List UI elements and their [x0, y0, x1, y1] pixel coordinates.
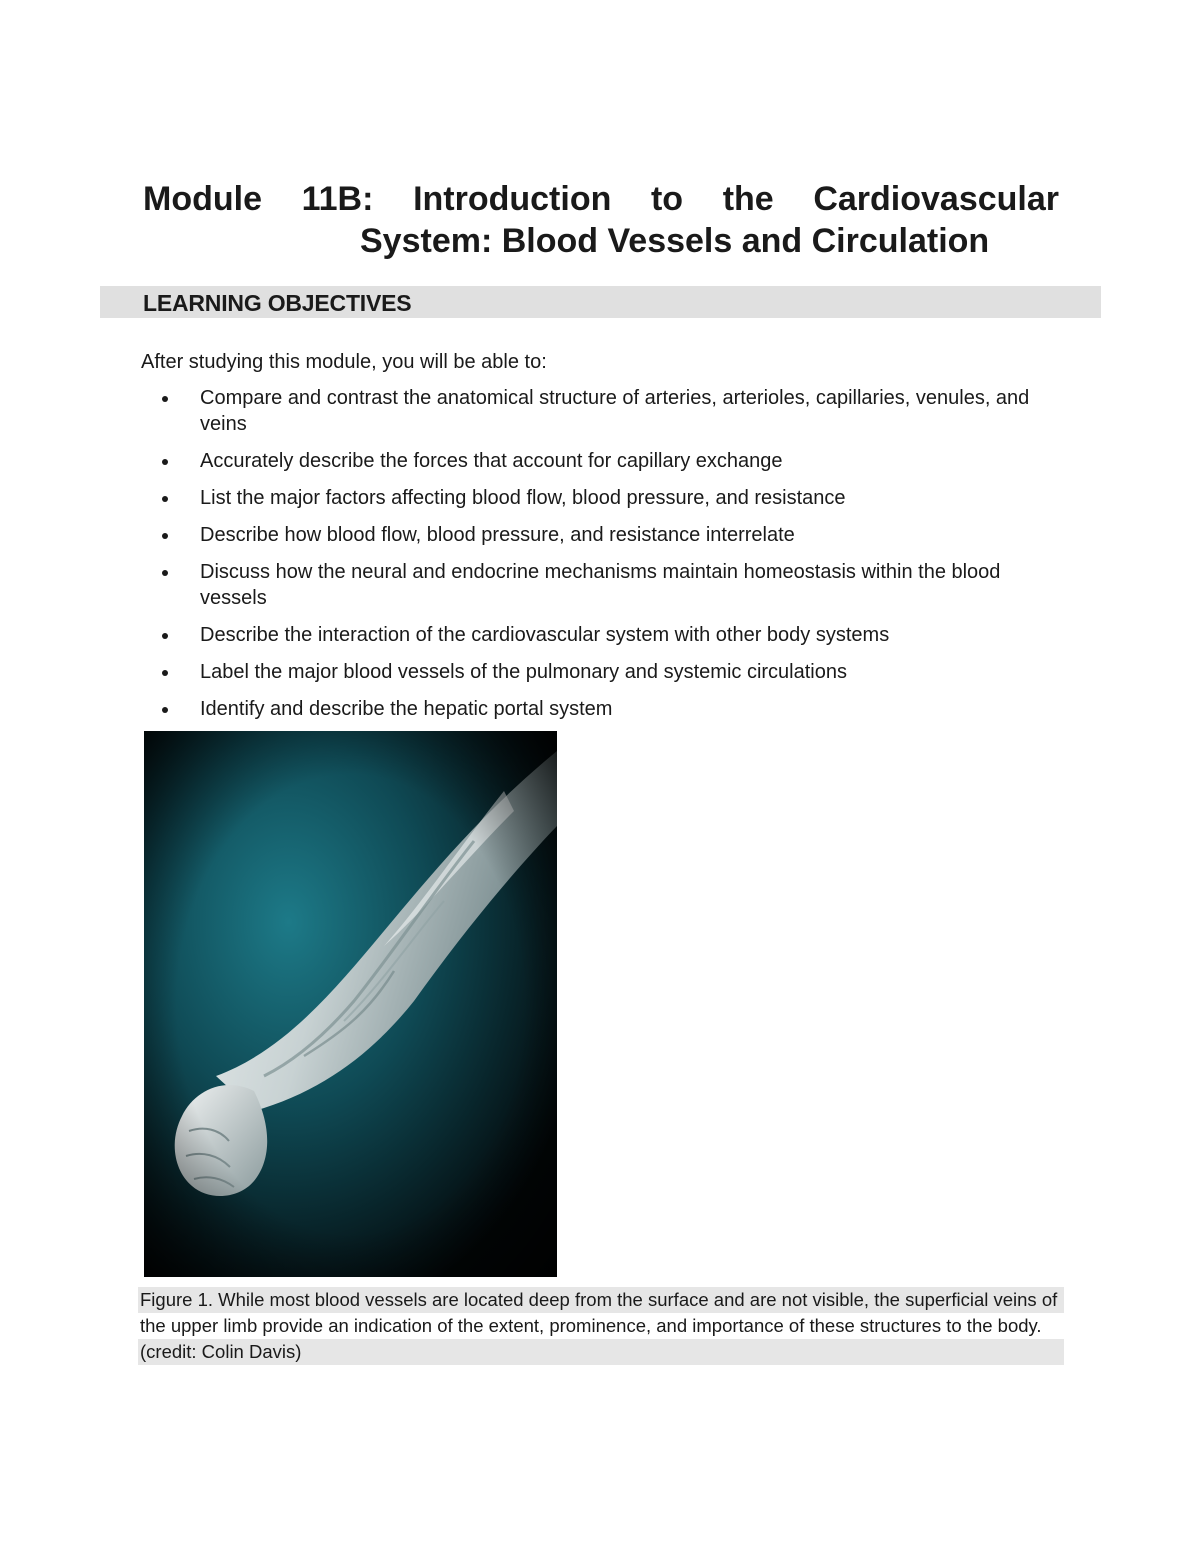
bullet-icon: [162, 496, 168, 502]
title-word: 11B:: [301, 180, 374, 218]
page-title-line-2: System: Blood Vessels and Circulation: [360, 222, 990, 260]
objective-text: Describe the interaction of the cardiovascular system with other body systems: [200, 624, 890, 646]
title-word: to: [650, 180, 684, 218]
title-word: the: [722, 180, 774, 218]
list-item: [160, 559, 1065, 611]
bullet-icon: [162, 533, 168, 539]
objective-text: Accurately describe the forces that account for capillary exchange: [200, 450, 783, 472]
objective-text: List the major factors affecting blood flow, blood pressure, and resistance: [200, 487, 846, 509]
list-item: [160, 448, 1065, 474]
objectives-intro-text: After studying this module, you will be able to:: [141, 351, 547, 373]
title-word: Introduction: [413, 180, 612, 218]
objective-text: Discuss how the neural and endocrine mechanisms maintain homeostasis within the blood vessels: [200, 561, 1001, 609]
caption-line-3: (credit: Colin Davis): [138, 1339, 1064, 1365]
objectives-list: [160, 385, 1065, 733]
learning-objectives-header-bar: [100, 286, 1101, 318]
list-item: [160, 659, 1065, 685]
page-title-line-1: [143, 178, 1059, 220]
objective-text: Identify and describe the hepatic portal system: [200, 698, 613, 720]
bullet-icon: [162, 570, 168, 576]
caption-line-1: Figure 1. While most blood vessels are located deep from the surface and are not visible, the superficial veins of: [138, 1287, 1064, 1313]
list-item: [160, 622, 1065, 648]
title-word: Cardiovascular: [813, 180, 1059, 218]
bullet-icon: [162, 670, 168, 676]
objective-text: Describe how blood flow, blood pressure, and resistance interrelate: [200, 524, 795, 546]
caption-line-2: the upper limb provide an indication of the extent, prominence, and importance of these structures to the body.: [140, 1315, 1042, 1336]
list-item: [160, 522, 1065, 548]
objective-text: Label the major blood vessels of the pulmonary and systemic circulations: [200, 661, 847, 683]
forearm-veins-photo: [144, 731, 557, 1277]
bullet-icon: [162, 707, 168, 713]
objective-text: Compare and contrast the anatomical structure of arteries, arterioles, capillaries, venules, and veins: [200, 387, 1030, 435]
forearm-photo-illustration: [144, 731, 557, 1277]
list-item: [160, 696, 1065, 722]
bullet-icon: [162, 459, 168, 465]
figure-caption: [138, 1287, 1064, 1365]
title-word: Module: [143, 180, 262, 218]
list-item: [160, 385, 1065, 437]
bullet-icon: [162, 396, 168, 402]
learning-objectives-heading: LEARNING OBJECTIVES: [143, 290, 412, 316]
bullet-icon: [162, 633, 168, 639]
list-item: [160, 485, 1065, 511]
